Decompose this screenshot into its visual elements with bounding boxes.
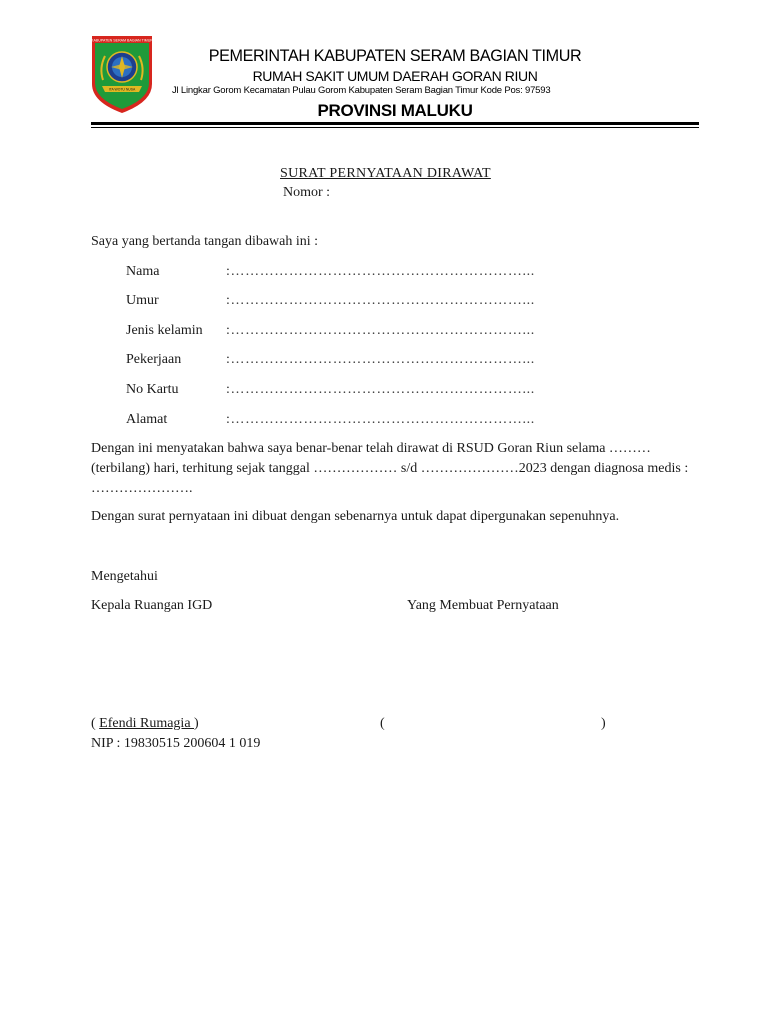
left-open-paren: ( — [91, 716, 100, 731]
province-name: PROVINSI MALUKU — [317, 101, 473, 120]
letterhead-divider-thin — [91, 127, 699, 128]
left-signer-role: Kepala Ruangan IGD — [91, 598, 213, 613]
field-label-card-number: No Kartu — [126, 382, 179, 397]
field-label-name: Nama — [126, 264, 160, 279]
intro-text: Saya yang bertanda tangan dibawah ini : — [91, 234, 319, 249]
right-signer-close-paren: ) — [601, 716, 606, 731]
field-label-gender: Jenis kelamin — [126, 323, 203, 338]
field-label-address: Alamat — [126, 412, 168, 427]
closing-paragraph: Dengan surat pernyataan ini dibuat dengan sebenarnya untuk dapat dipergunakan sepenuhnya. — [91, 509, 620, 524]
field-label-occupation: Pekerjaan — [126, 352, 182, 367]
hospital-address: Jl Lingkar Gorom Kecamatan Pulau Gorom Kabupaten Seram Bagian Timur Kode Pos: 97593 — [172, 85, 551, 96]
regency-logo — [89, 34, 155, 114]
field-blank-name: :……………………………………………………... — [226, 264, 535, 279]
field-blank-age: :……………………………………………………... — [226, 293, 535, 308]
hospital-name: RUMAH SAKIT UMUM DAERAH GORAN RIUN — [252, 68, 538, 84]
letterhead-divider-thick — [91, 122, 699, 125]
field-blank-card-number: :……………………………………………………... — [226, 382, 535, 397]
left-signer-name-line — [91, 715, 199, 733]
left-signer-name: Efendi Rumagia — [99, 716, 195, 731]
government-name: PEMERINTAH KABUPATEN SERAM BAGIAN TIMUR — [208, 47, 582, 65]
right-signer-open-paren: ( — [380, 716, 385, 731]
document-number-label: Nomor : — [283, 185, 331, 200]
field-blank-gender: :……………………………………………………... — [226, 323, 535, 338]
coat-of-arms-icon — [89, 34, 155, 114]
logo-banner-text: KABUPATEN SERAM BAGIAN TIMUR — [91, 38, 153, 43]
field-blank-address: :……………………………………………………... — [226, 412, 535, 427]
acknowledged-label: Mengetahui — [91, 569, 158, 584]
left-signer-nip: NIP : 19830515 200604 1 019 — [91, 736, 261, 751]
field-label-age: Umur — [126, 293, 159, 308]
document-title: SURAT PERNYATAAN DIRAWAT — [280, 166, 491, 181]
logo-ribbon-text: ITA WOTU NUSA — [108, 87, 136, 92]
statement-paragraph: Dengan ini menyatakan bahwa saya benar-benar telah dirawat di RSUD Goran Riun selama ……… (terbilang) hari, terhitung sejak tanggal ……………… s/d …………………2023 dengan diagnosa medis : …………………. — [91, 441, 689, 496]
field-blank-occupation: :……………………………………………………... — [226, 352, 535, 367]
left-close-paren: ) — [194, 716, 199, 731]
right-signer-role: Yang Membuat Pernyataan — [407, 598, 559, 613]
